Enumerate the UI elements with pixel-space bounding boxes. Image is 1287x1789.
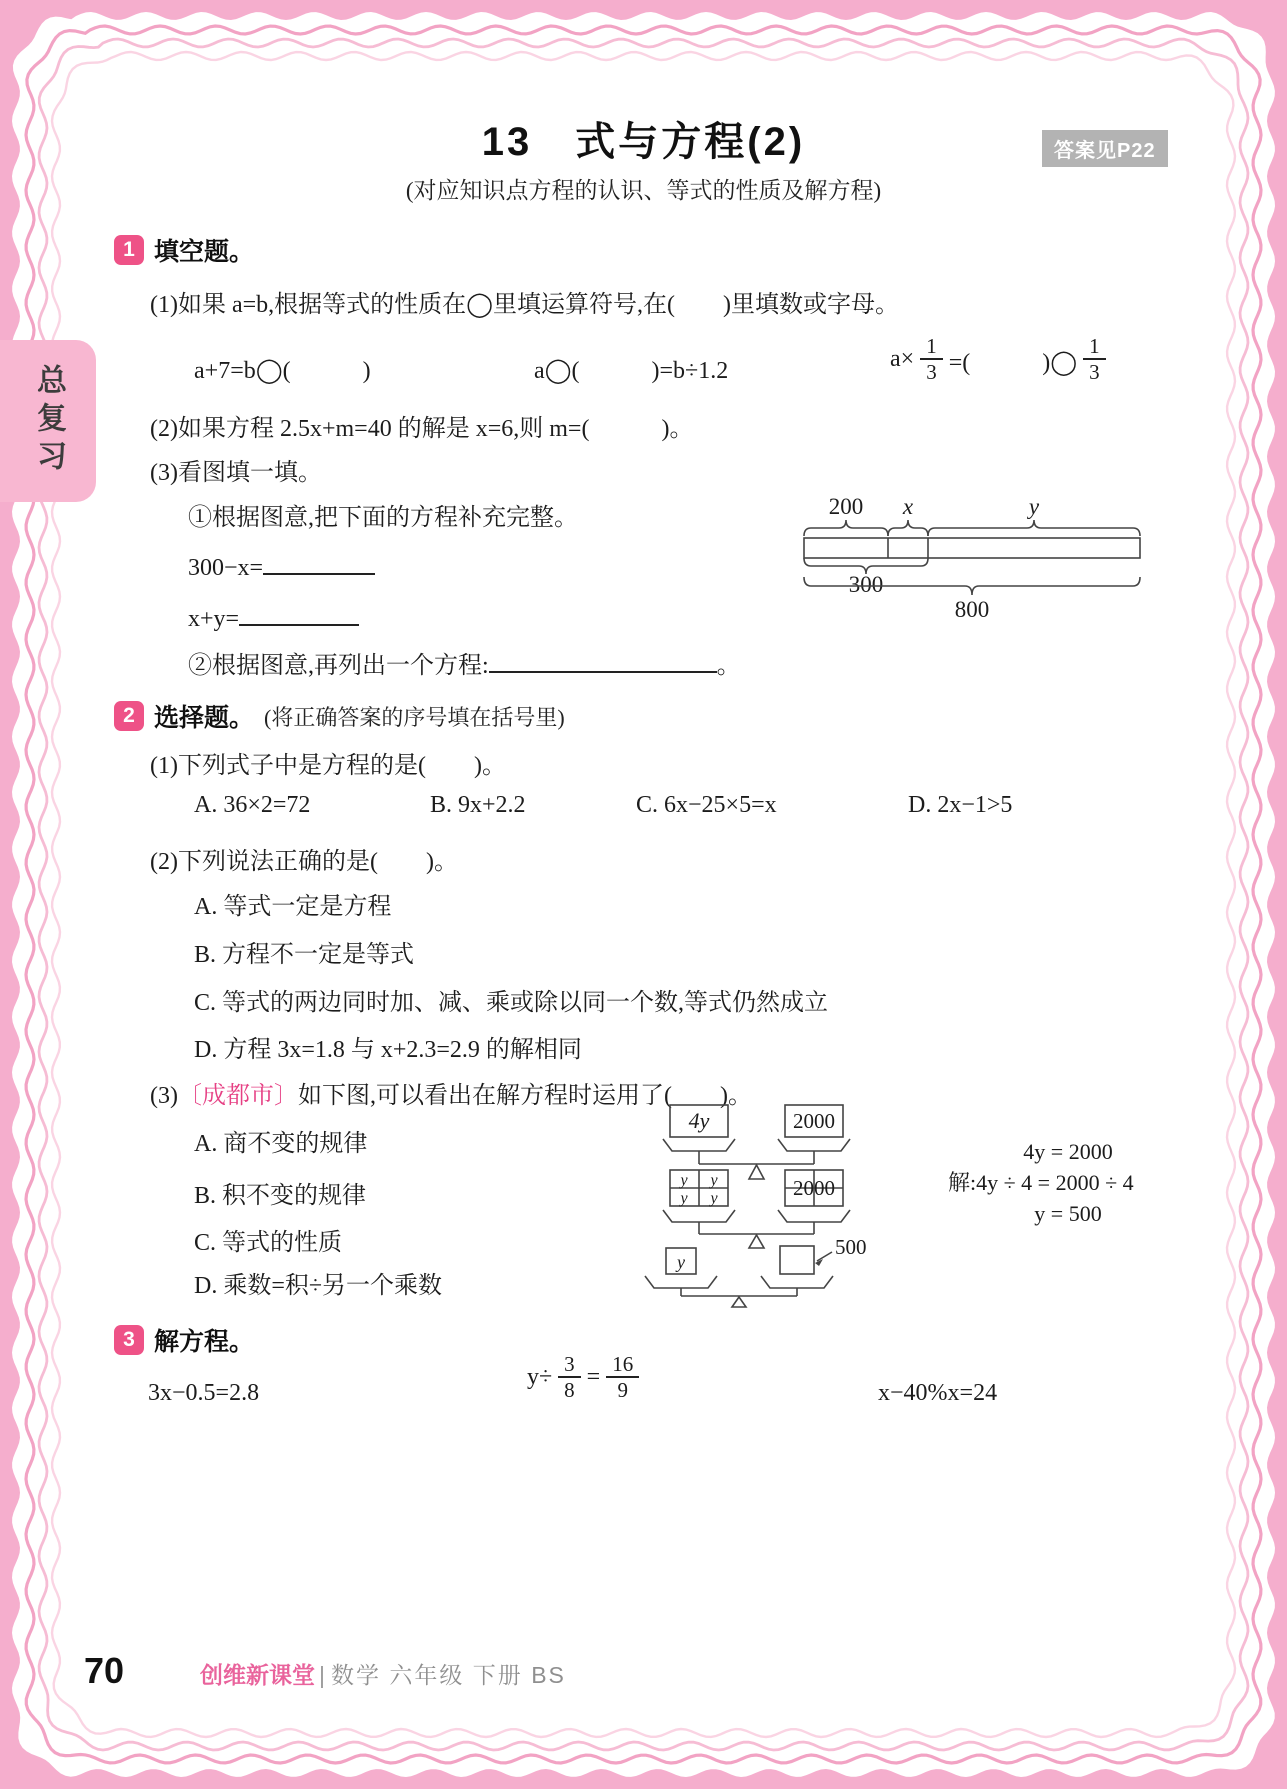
fraction-sixteen-ninths: $\frac{16}{9}$ [606,1352,639,1402]
fraction-one-third: $\frac{1}{3}$ [1083,334,1106,384]
section-1-title: 填空题。 [154,238,255,266]
fulcrum-triangle [732,1297,746,1307]
solution-step-3: y = 500 [1034,1201,1102,1226]
answer-blank [489,647,717,673]
q1-item-2: (2)如果方程 2.5x+m=40 的解是 x=6,则 m=( )。 [150,416,694,442]
cell-y: y [680,1190,688,1207]
section-3-title: 解方程。 [154,1328,255,1356]
q2-item-1: (1)下列式子中是方程的是( )。 [150,753,506,779]
q1-sub2-period: 。 [716,653,741,679]
q1-sub2-label: ②根据图意,再列出一个方程: [188,653,489,679]
right-pan [778,1210,850,1222]
overbrace-x [888,520,928,536]
section-3-number-badge: 3 [114,1325,144,1355]
footer-brand: 创维新课堂 [200,1662,316,1688]
section-2-title: 选择题。 [154,704,255,732]
q2-item3-option-a: A. 商不变的规律 [194,1131,368,1157]
section-1-header [114,232,254,268]
cell-y: y [710,1190,718,1207]
q2-item1-option-d: D. 2x−1>5 [908,792,1013,818]
tape-label-y: y [1028,498,1040,519]
q1-blank1-label: 300−x= [188,555,264,581]
sidebar-tab-review [0,340,96,502]
weight-label-2000: 2000 [793,1176,835,1200]
q1-equation-blank-1 [188,549,375,582]
q1-fill-equation-1: a+7=b◯( ) [194,358,371,384]
q2-item2-option-c: C. 等式的两边同时加、减、乘或除以同一个数,等式仍然成立 [194,990,829,1016]
q2-item1-option-c: C. 6x−25×5=x [636,792,777,818]
tape-label-x: x [902,498,914,519]
section-2-note: (将正确答案的序号填在括号里) [264,704,565,730]
section-1-number-badge: 1 [114,235,144,265]
q1-item-1: (1)如果 a=b,根据等式的性质在◯里填运算符号,在( )里填数或字母。 [150,292,900,318]
balance-scale-3 [633,1228,903,1308]
q1-sub-item-1: ①根据图意,把下面的方程补充完整。 [188,505,578,531]
page-footer [84,1650,566,1692]
q1-equation-blank-2 [188,600,359,633]
weight-label-2000: 2000 [793,1109,835,1133]
q2-item-2: (2)下列说法正确的是( )。 [150,849,458,875]
page-subtitle: (对应知识点方程的认识、等式的性质及解方程) [405,178,882,203]
overbrace-200 [804,520,888,536]
solution-step-1: 4y = 2000 [1023,1139,1113,1164]
solution-step-2: 解:4y ÷ 4 = 2000 ÷ 4 [948,1170,1134,1195]
solve-equation-1: 3x−0.5=2.8 [148,1380,260,1406]
q2-item2-option-b: B. 方程不一定是等式 [194,942,415,968]
weight-label-4y: 4y [688,1108,710,1133]
left-pan [663,1139,735,1151]
q1-sub-item-2 [188,645,741,680]
right-pan [761,1276,833,1288]
q1-fill-equation-3 [890,334,1112,384]
q3-eq2-pre: y÷ [527,1363,553,1390]
tape-label-800: 800 [954,597,990,622]
q2-item3-option-c: C. 等式的性质 [194,1230,343,1256]
footer-info: 数学 六年级 下册 BS [331,1662,566,1688]
q2-item3-option-d: D. 乘数=积÷另一个乘数 [194,1273,443,1299]
weight-box-500 [780,1246,814,1274]
q1-fill-equation-2: a◯( )=b÷1.2 [534,358,729,384]
arrow-line [817,1252,832,1261]
footer-divider: | [319,1662,326,1688]
fraction-one-third: $\frac{1}{3}$ [920,334,943,384]
q1-blank2-label: x+y= [188,606,240,632]
q1-eq3-mid: =( )◯ [948,349,1078,376]
sidebar-tab-label: 总复习 [32,364,65,478]
fraction-three-eighths: $\frac{3}{8}$ [558,1352,581,1402]
tape-label-200: 200 [828,498,864,519]
left-pan [645,1276,717,1288]
weight-label-y: y [677,1252,685,1272]
q2-item1-option-b: B. 9x+2.2 [430,792,526,818]
section-3-header [114,1322,254,1358]
cell-y: y [710,1172,718,1189]
q1-item-3: (3)看图填一填。 [150,460,322,486]
q2-item3-number: (3) [150,1083,178,1109]
tape-label-300: 300 [848,572,884,597]
tape-bar [804,538,1140,558]
weight-label-500: 500 [835,1235,867,1259]
section-2-header [114,698,565,734]
page-title: 13 式与方程(2) [481,120,806,164]
cell-y: y [680,1172,688,1189]
tape-diagram [798,498,1148,628]
left-pan [663,1210,735,1222]
footer-page-number: 70 [84,1650,125,1691]
q2-item2-option-a: A. 等式一定是方程 [194,894,392,920]
q2-item2-option-d: D. 方程 3x=1.8 与 x+2.3=2.9 的解相同 [194,1037,582,1063]
q2-item3-option-b: B. 积不变的规律 [194,1183,367,1209]
answer-blank [239,600,359,626]
q3-eq2-equals: = [586,1363,601,1390]
answer-blank [263,549,375,575]
section-2-number-badge: 2 [114,701,144,731]
right-pan [778,1139,850,1151]
solve-equation-2 [527,1352,645,1402]
q2-item3-region-tag: 〔成都市〕 [177,1083,298,1109]
solve-equation-3: x−40%x=24 [878,1380,998,1406]
overbrace-y [928,520,1140,536]
worked-solution [948,1136,1188,1229]
q1-eq3-pre: a× [890,345,915,372]
answer-reference-badge: 答案见P22 [1042,130,1168,167]
q2-item1-option-a: A. 36×2=72 [194,792,311,818]
q2-item3-text: 如下图,可以看出在解方程时运用了( )。 [297,1083,752,1109]
